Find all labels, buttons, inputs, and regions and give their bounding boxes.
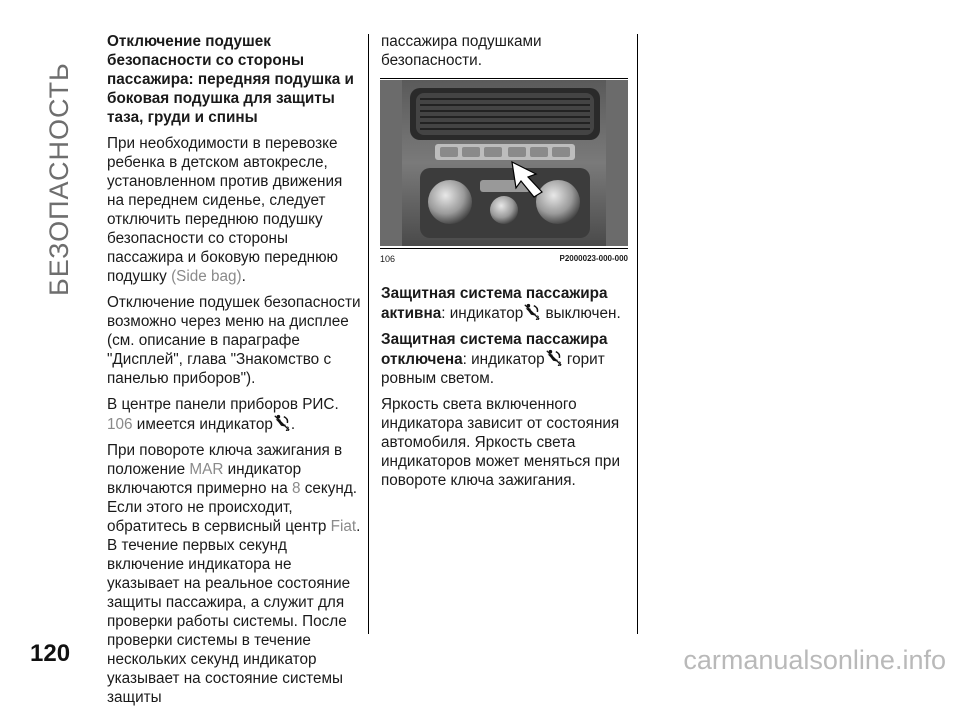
airbag-off-indicator-icon [545, 349, 563, 367]
airbag-off-indicator-icon [523, 303, 541, 321]
svg-text:2: 2 [285, 426, 290, 432]
airbag-off-indicator-icon [273, 414, 291, 432]
text-column-right [381, 32, 631, 77]
paragraph: Яркость света включенного индикатора зависит от состояния автомобиля. Яркость света индикаторов может меняться при повороте ключа зажигания. [381, 396, 620, 489]
section-side-title: БЕЗОПАСНОСТЬ [44, 62, 74, 296]
watermark: carmanualsonline.info [683, 645, 946, 675]
figure-reference: 106 [107, 416, 133, 433]
paragraph: При необходимости в перевозке ребенка в детском автокресле, установленном против движения на переднем сиденье, следует отключить переднюю подушку безопасности со стороны пассажира и боковую переднюю подушку (Side bag). [107, 135, 343, 285]
figure-dashboard [380, 78, 628, 268]
column-divider-right [637, 34, 638, 634]
page-number: 120 [30, 640, 71, 667]
figure-number: 106 [380, 254, 396, 264]
text-column-right-lower [381, 284, 631, 497]
paragraph: В центре панели приборов РИС. 106 имеется индикатор 2 . [107, 396, 339, 433]
dashboard-photo [380, 80, 628, 246]
svg-text:2: 2 [535, 315, 540, 321]
text-column-left [107, 32, 362, 714]
section-heading: Отключение подушек безопасности со стороны пассажира: передняя подушка и боковая подушка для защиты таза, груди и спины [107, 33, 354, 126]
paragraph: пассажира подушками безопасности. [381, 33, 542, 69]
column-divider [368, 34, 369, 634]
paragraph: При повороте ключа зажигания в положение MAR индикатор включаются примерно на 8 секунд. Если этого не происходит, обратитесь в сервисный центр Fiat. В течение первых секунд включение индикатора не указывает на реальное состояние защиты пассажира, а служит для проверки работы системы. После проверки системы в течение нескольких секунд индикатор указывает на состояние системы защиты [107, 442, 361, 706]
svg-text:2: 2 [557, 361, 561, 367]
paragraph: Защитная система пассажира активна: индикатор 2 выключен. [381, 285, 621, 322]
paragraph: Защитная система пассажира отключена: индикатор 2 горит ровным светом. [381, 331, 608, 387]
figure-code: P2000023-000-000 [559, 254, 628, 263]
paragraph: Отключение подушек безопасности возможно через меню на дисплее (см. описание в параграфе "Дисплей", глава "Знакомство с панелью приборов"). [107, 294, 361, 387]
